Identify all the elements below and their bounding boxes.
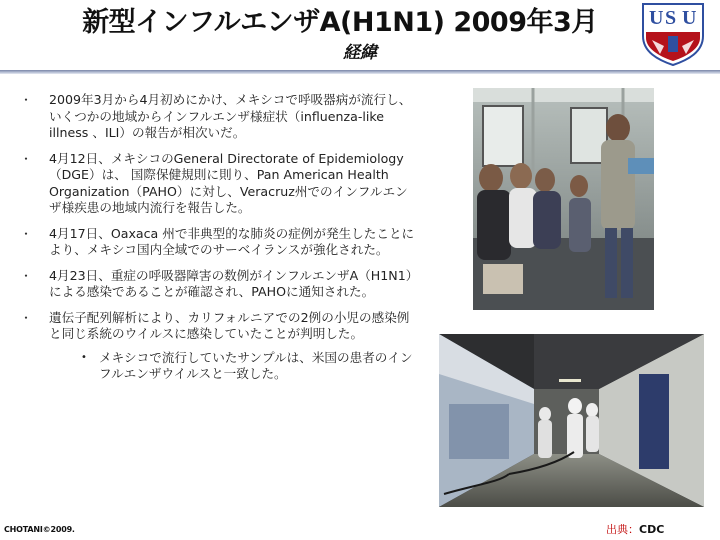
- bullet-text: 4月17日、Oaxaca 州で非典型的な肺炎の症例が発生したことにより、メキシコ国内全域でのサーベイランスが強化された。: [49, 225, 415, 257]
- slide-subtitle: 経緯: [343, 43, 377, 63]
- bullet-item: [20, 151, 420, 217]
- svg-text:U: U: [649, 7, 664, 29]
- hallway-disinfection-photo: [439, 334, 704, 507]
- bullet-marker: ・: [20, 310, 33, 325]
- bullet-text: 遺伝子配列解析により、カリフォルニアでの2例の小児の感染例と同じ系統のウイルスに感染していたことが判明した。: [49, 309, 410, 341]
- sub-bullet-item: [81, 350, 420, 383]
- bullet-item: [20, 268, 420, 301]
- bullet-text: 2009年3月から4月初めにかけ、メキシコで呼吸器病が流行し、いくつかの地域からインフルエンザ様症状（influenza-like illness 、ILI）の報告が相次いだ。: [49, 92, 412, 140]
- title-divider: [0, 70, 720, 74]
- bullet-item: [20, 226, 420, 259]
- svg-text:S: S: [665, 7, 677, 29]
- bullet-text: 4月12日、メキシコのGeneral Directorate of Epidemiology（DGE）は、 国際保健規則に則り、Pan American Health Organization（PAHO）に対し、Veracruz州でのインフルエンザ様疾患の地域内流行を報告した。: [49, 150, 408, 215]
- subway-passengers-photo: [473, 88, 654, 310]
- bullet-marker: ・: [20, 151, 33, 166]
- sub-bullet-marker: •: [81, 351, 87, 363]
- slide-title: 新型インフルエンザA(H1N1) 2009年3月: [82, 7, 598, 38]
- copyright-notice: CHOTANI©2009.: [4, 525, 75, 534]
- bullet-item: [20, 92, 420, 142]
- bullet-marker: ・: [20, 268, 33, 283]
- bullet-item: [20, 310, 420, 343]
- bullet-marker: ・: [20, 93, 33, 107]
- bullet-list: [20, 92, 420, 383]
- university-crest-logo: [640, 2, 706, 66]
- source-credit: [606, 521, 664, 537]
- bullet-text: 4月23日、重症の呼吸器障害の数例がインフルエンザA（H1N1）による感染であることが確認され、PAHOに通知された。: [49, 267, 419, 299]
- source-value: CDC: [639, 523, 665, 536]
- bullet-marker: ・: [20, 226, 33, 241]
- source-label: 出典：: [606, 523, 639, 536]
- sub-bullet-text: メキシコで流行していたサンプルは、米国の患者のインフルエンザウイルスと一致した。: [99, 349, 413, 381]
- svg-text:U: U: [682, 7, 697, 29]
